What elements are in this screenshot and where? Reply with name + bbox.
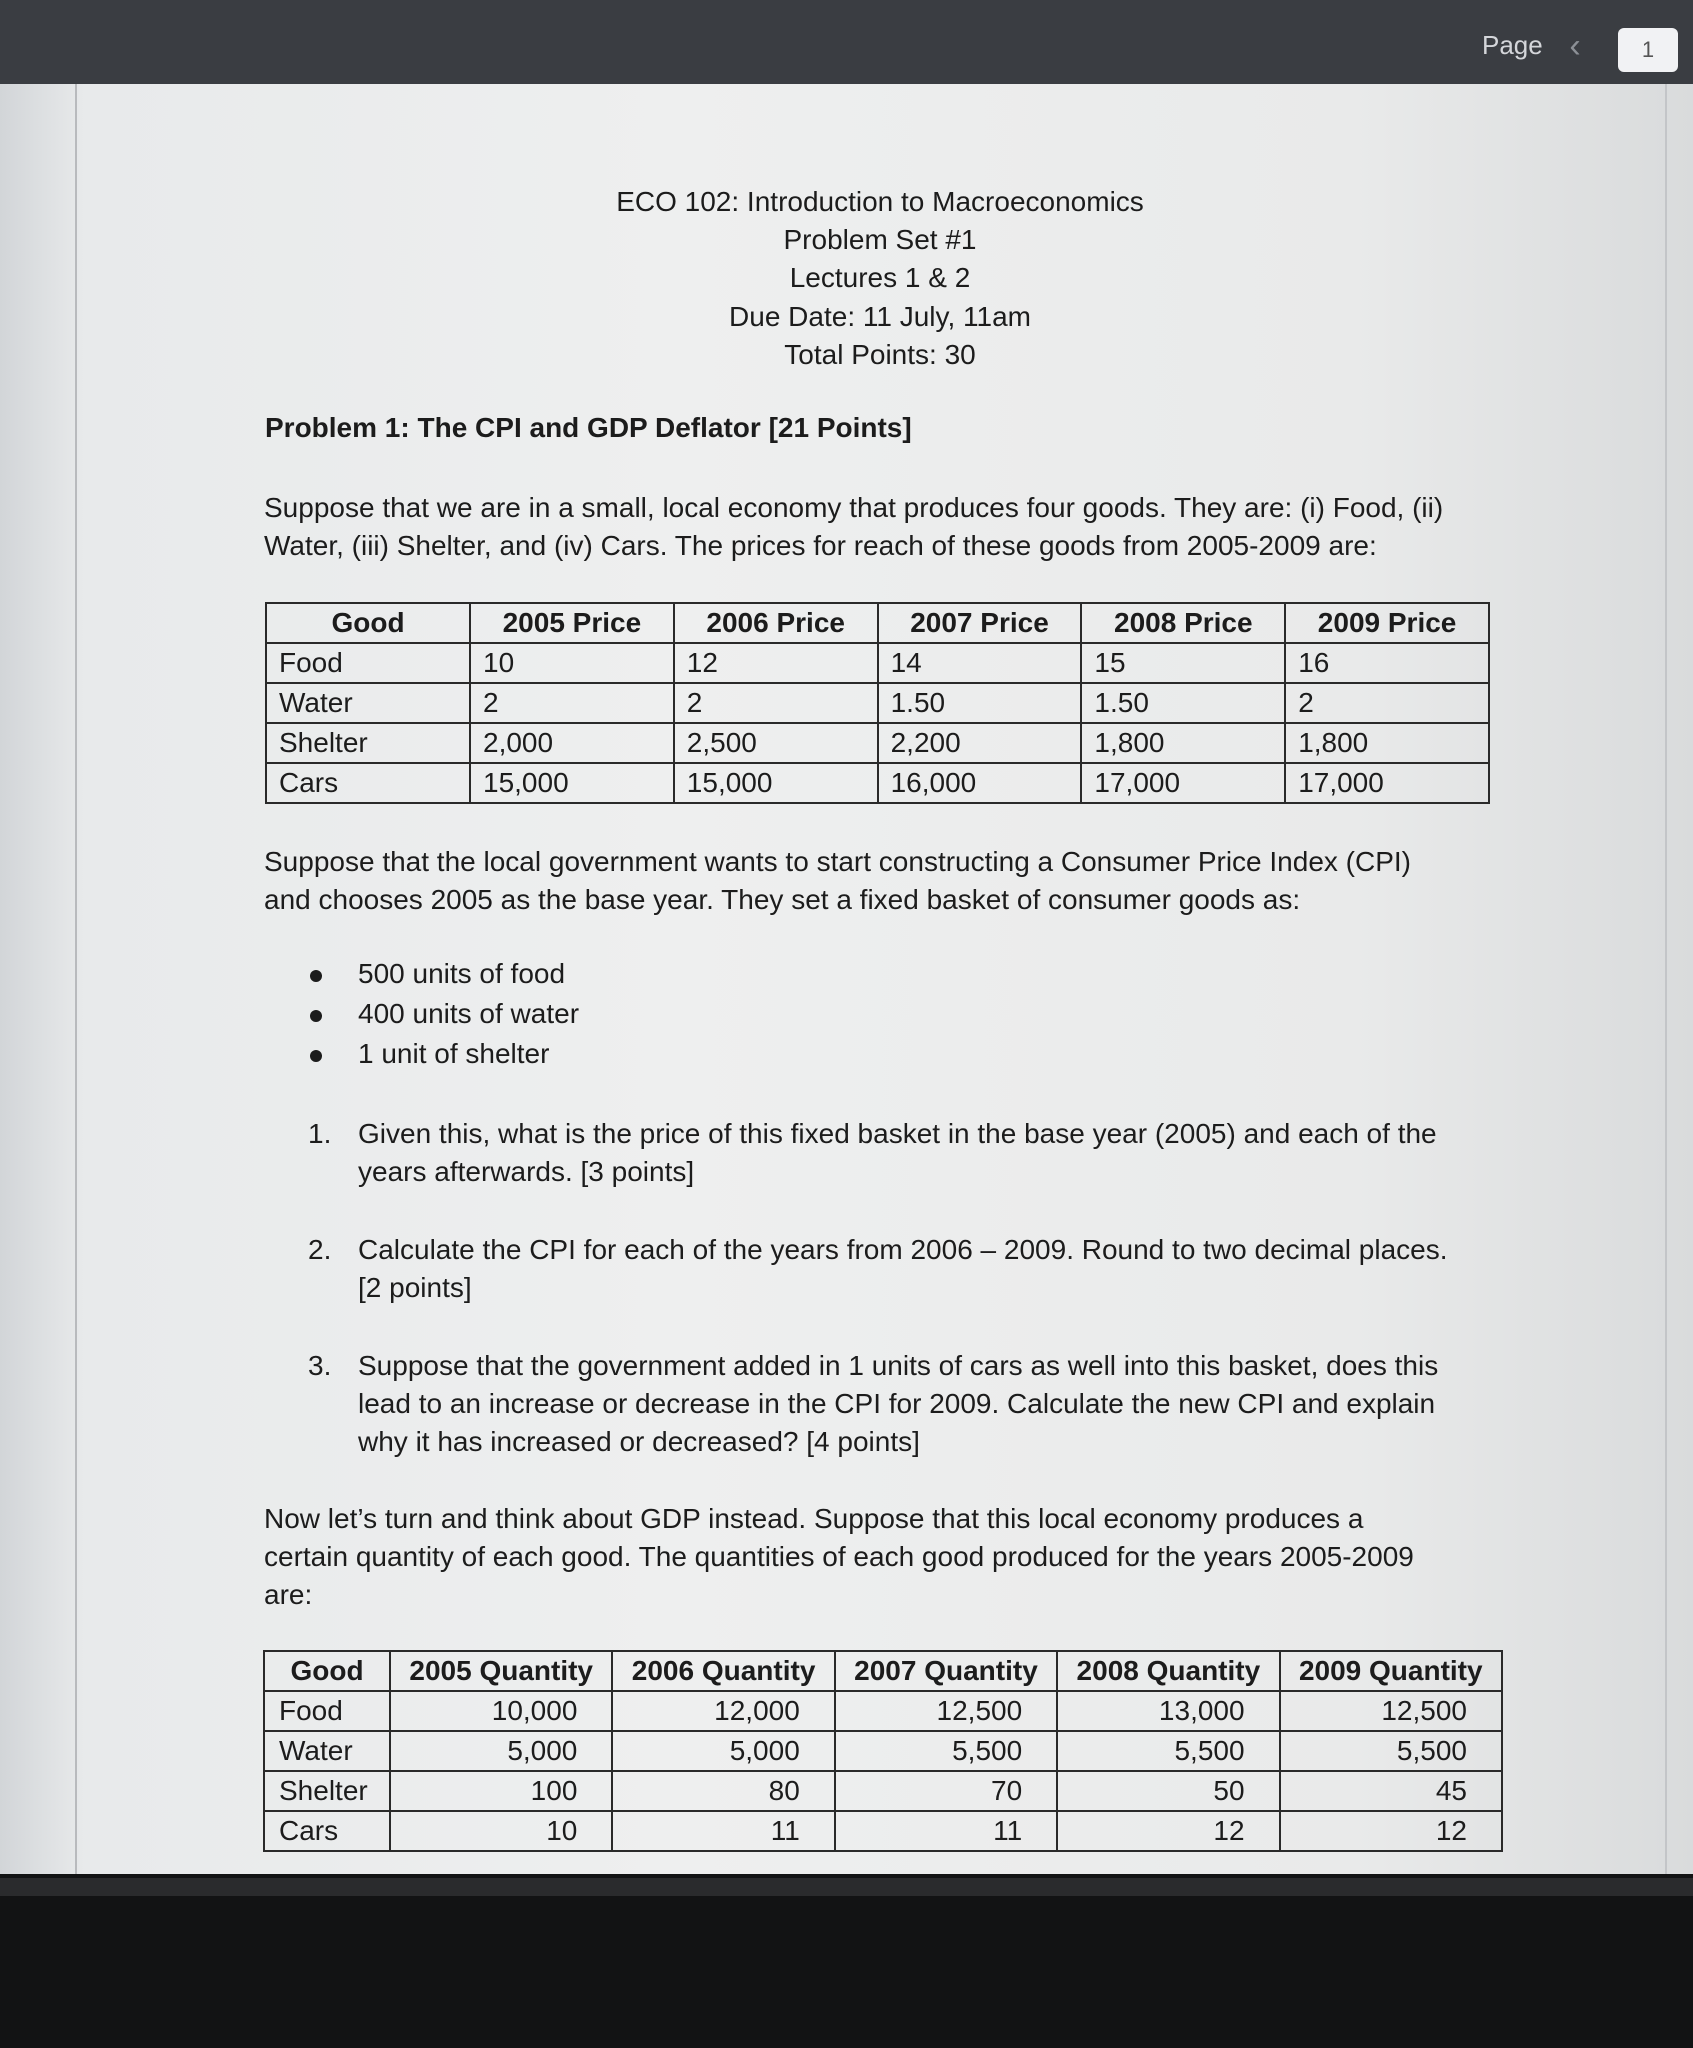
page-number-input[interactable]: 1 — [1618, 28, 1678, 72]
table-cell: 5,500 — [1280, 1731, 1502, 1771]
intro-paragraph — [264, 489, 1494, 565]
screen-edge — [0, 1878, 1693, 1896]
table-cell: Food — [264, 1691, 390, 1731]
qty-header-good: Good — [264, 1651, 390, 1691]
chevron-left-icon[interactable]: ‹ — [1569, 27, 1581, 65]
table-row — [266, 723, 1489, 763]
table-row — [264, 1731, 1502, 1771]
table-cell: 12,500 — [1280, 1691, 1502, 1731]
table-cell: Cars — [264, 1811, 390, 1851]
table-cell: 45 — [1280, 1771, 1502, 1811]
table-cell: 15,000 — [470, 763, 674, 803]
table-cell: 16 — [1285, 643, 1489, 683]
table-cell: Shelter — [266, 723, 470, 763]
table-cell: Cars — [266, 763, 470, 803]
price-table — [265, 602, 1490, 804]
table-cell: 10 — [390, 1811, 612, 1851]
table-cell: 10,000 — [390, 1691, 612, 1731]
table-row — [264, 1811, 1502, 1851]
question-number: 2. — [308, 1234, 332, 1265]
table-cell: 2,500 — [674, 723, 878, 763]
table-cell: 2,000 — [470, 723, 674, 763]
screen-bezel — [0, 1874, 1693, 2048]
table-cell: 50 — [1057, 1771, 1279, 1811]
quantity-table — [263, 1650, 1503, 1852]
bullet-icon — [310, 1050, 322, 1062]
table-row — [264, 1771, 1502, 1811]
qty-header-2009: 2009 Quantity — [1280, 1651, 1502, 1691]
table-cell: 5,500 — [835, 1731, 1057, 1771]
question-3-line-2: lead to an increase or decrease in the CPI for 2009. Calculate the new CPI and explain — [358, 1388, 1436, 1419]
question-1-line-2: years afterwards. [3 points] — [358, 1156, 695, 1187]
table-cell: 1,800 — [1081, 723, 1285, 763]
qty-header-2008: 2008 Quantity — [1057, 1651, 1279, 1691]
page-label: Page — [1482, 30, 1543, 60]
price-header-2007: 2007 Price — [878, 603, 1082, 643]
table-row — [266, 763, 1489, 803]
table-cell: Water — [266, 683, 470, 723]
table-cell: 12,500 — [835, 1691, 1057, 1731]
gdp-paragraph — [264, 1500, 1494, 1614]
question-number: 3. — [308, 1350, 332, 1381]
qty-header-2005: 2005 Quantity — [390, 1651, 612, 1691]
total-points: Total Points: 30 — [784, 339, 976, 370]
table-cell: Water — [264, 1731, 390, 1771]
course-title: ECO 102: Introduction to Macroeconomics — [616, 186, 1144, 217]
table-cell: 12 — [674, 643, 878, 683]
table-cell: 2 — [1285, 683, 1489, 723]
question-3-line-1: Suppose that the government added in 1 units of cars as well into this basket, does this — [358, 1350, 1439, 1381]
table-cell: Food — [266, 643, 470, 683]
price-header-2006: 2006 Price — [674, 603, 878, 643]
price-header-2008: 2008 Price — [1081, 603, 1285, 643]
table-cell: 15 — [1081, 643, 1285, 683]
table-cell: 16,000 — [878, 763, 1082, 803]
question-text — [358, 1115, 1478, 1191]
basket-item-food: 500 units of food — [358, 958, 566, 989]
table-cell: 12 — [1280, 1811, 1502, 1851]
table-cell: 12 — [1057, 1811, 1279, 1851]
table-cell: 2,200 — [878, 723, 1082, 763]
problem-set-title: Problem Set #1 — [783, 224, 977, 255]
cpi-paragraph — [264, 843, 1494, 919]
qty-header-2006: 2006 Quantity — [612, 1651, 834, 1691]
question-2-line-2: [2 points] — [358, 1272, 472, 1303]
table-cell: 14 — [878, 643, 1082, 683]
problem-1-heading: Problem 1: The CPI and GDP Deflator [21 Points] — [265, 412, 912, 443]
table-cell: 100 — [390, 1771, 612, 1811]
price-table-header-row — [266, 603, 1489, 643]
table-cell: 15,000 — [674, 763, 878, 803]
table-cell: 5,000 — [612, 1731, 834, 1771]
table-cell: 1.50 — [1081, 683, 1285, 723]
table-cell: 10 — [470, 643, 674, 683]
question-2-line-1: Calculate the CPI for each of the years from 2006 – 2009. Round to two decimal places. — [358, 1234, 1448, 1265]
gdp-line-1: Now let’s turn and think about GDP instead. Suppose that this local economy produces a — [264, 1503, 1364, 1534]
table-cell: 2 — [674, 683, 878, 723]
question-text — [358, 1231, 1478, 1307]
table-cell: 17,000 — [1285, 763, 1489, 803]
question-1-line-1: Given this, what is the price of this fixed basket in the base year (2005) and each of the — [358, 1118, 1437, 1149]
question-3-line-3: why it has increased or decreased? [4 points] — [358, 1426, 920, 1457]
basket-item-water: 400 units of water — [358, 998, 580, 1029]
table-cell: 12,000 — [612, 1691, 834, 1731]
due-date: Due Date: 11 July, 11am — [729, 301, 1031, 332]
table-cell: 2 — [470, 683, 674, 723]
intro-line-1: Suppose that we are in a small, local economy that produces four goods. They are: (i) Food, (ii) — [264, 492, 1444, 523]
price-header-2005: 2005 Price — [470, 603, 674, 643]
intro-line-2: Water, (iii) Shelter, and (iv) Cars. The prices for reach of these goods from 2005-2009 are: — [264, 530, 1377, 561]
bullet-icon — [310, 970, 322, 982]
gdp-line-2: certain quantity of each good. The quantities of each good produced for the years 2005-2009 — [264, 1541, 1414, 1572]
table-cell: 11 — [835, 1811, 1057, 1851]
table-cell: 17,000 — [1081, 763, 1285, 803]
lectures-line: Lectures 1 & 2 — [789, 262, 971, 293]
table-cell: 5,000 — [390, 1731, 612, 1771]
table-cell: 80 — [612, 1771, 834, 1811]
table-cell: Shelter — [264, 1771, 390, 1811]
table-cell: 11 — [612, 1811, 834, 1851]
cpi-line-1: Suppose that the local government wants to start constructing a Consumer Price Index (CPI) — [264, 846, 1412, 877]
bullet-icon — [310, 1010, 322, 1022]
price-header-good: Good — [266, 603, 470, 643]
cpi-line-2: and chooses 2005 as the base year. They set a fixed basket of consumer goods as: — [264, 884, 1301, 915]
table-cell: 1.50 — [878, 683, 1082, 723]
table-cell: 5,500 — [1057, 1731, 1279, 1771]
gdp-line-3: are: — [264, 1579, 313, 1610]
basket-item-shelter: 1 unit of shelter — [358, 1038, 550, 1069]
table-cell: 1,800 — [1285, 723, 1489, 763]
price-header-2009: 2009 Price — [1285, 603, 1489, 643]
table-cell: 70 — [835, 1771, 1057, 1811]
table-row — [266, 683, 1489, 723]
quantity-table-header-row — [264, 1651, 1502, 1691]
qty-header-2007: 2007 Quantity — [835, 1651, 1057, 1691]
table-cell: 13,000 — [1057, 1691, 1279, 1731]
question-number: 1. — [308, 1118, 332, 1149]
question-text — [358, 1347, 1478, 1461]
viewer-toolbar — [0, 0, 1693, 84]
table-row — [266, 643, 1489, 683]
table-row — [264, 1691, 1502, 1731]
